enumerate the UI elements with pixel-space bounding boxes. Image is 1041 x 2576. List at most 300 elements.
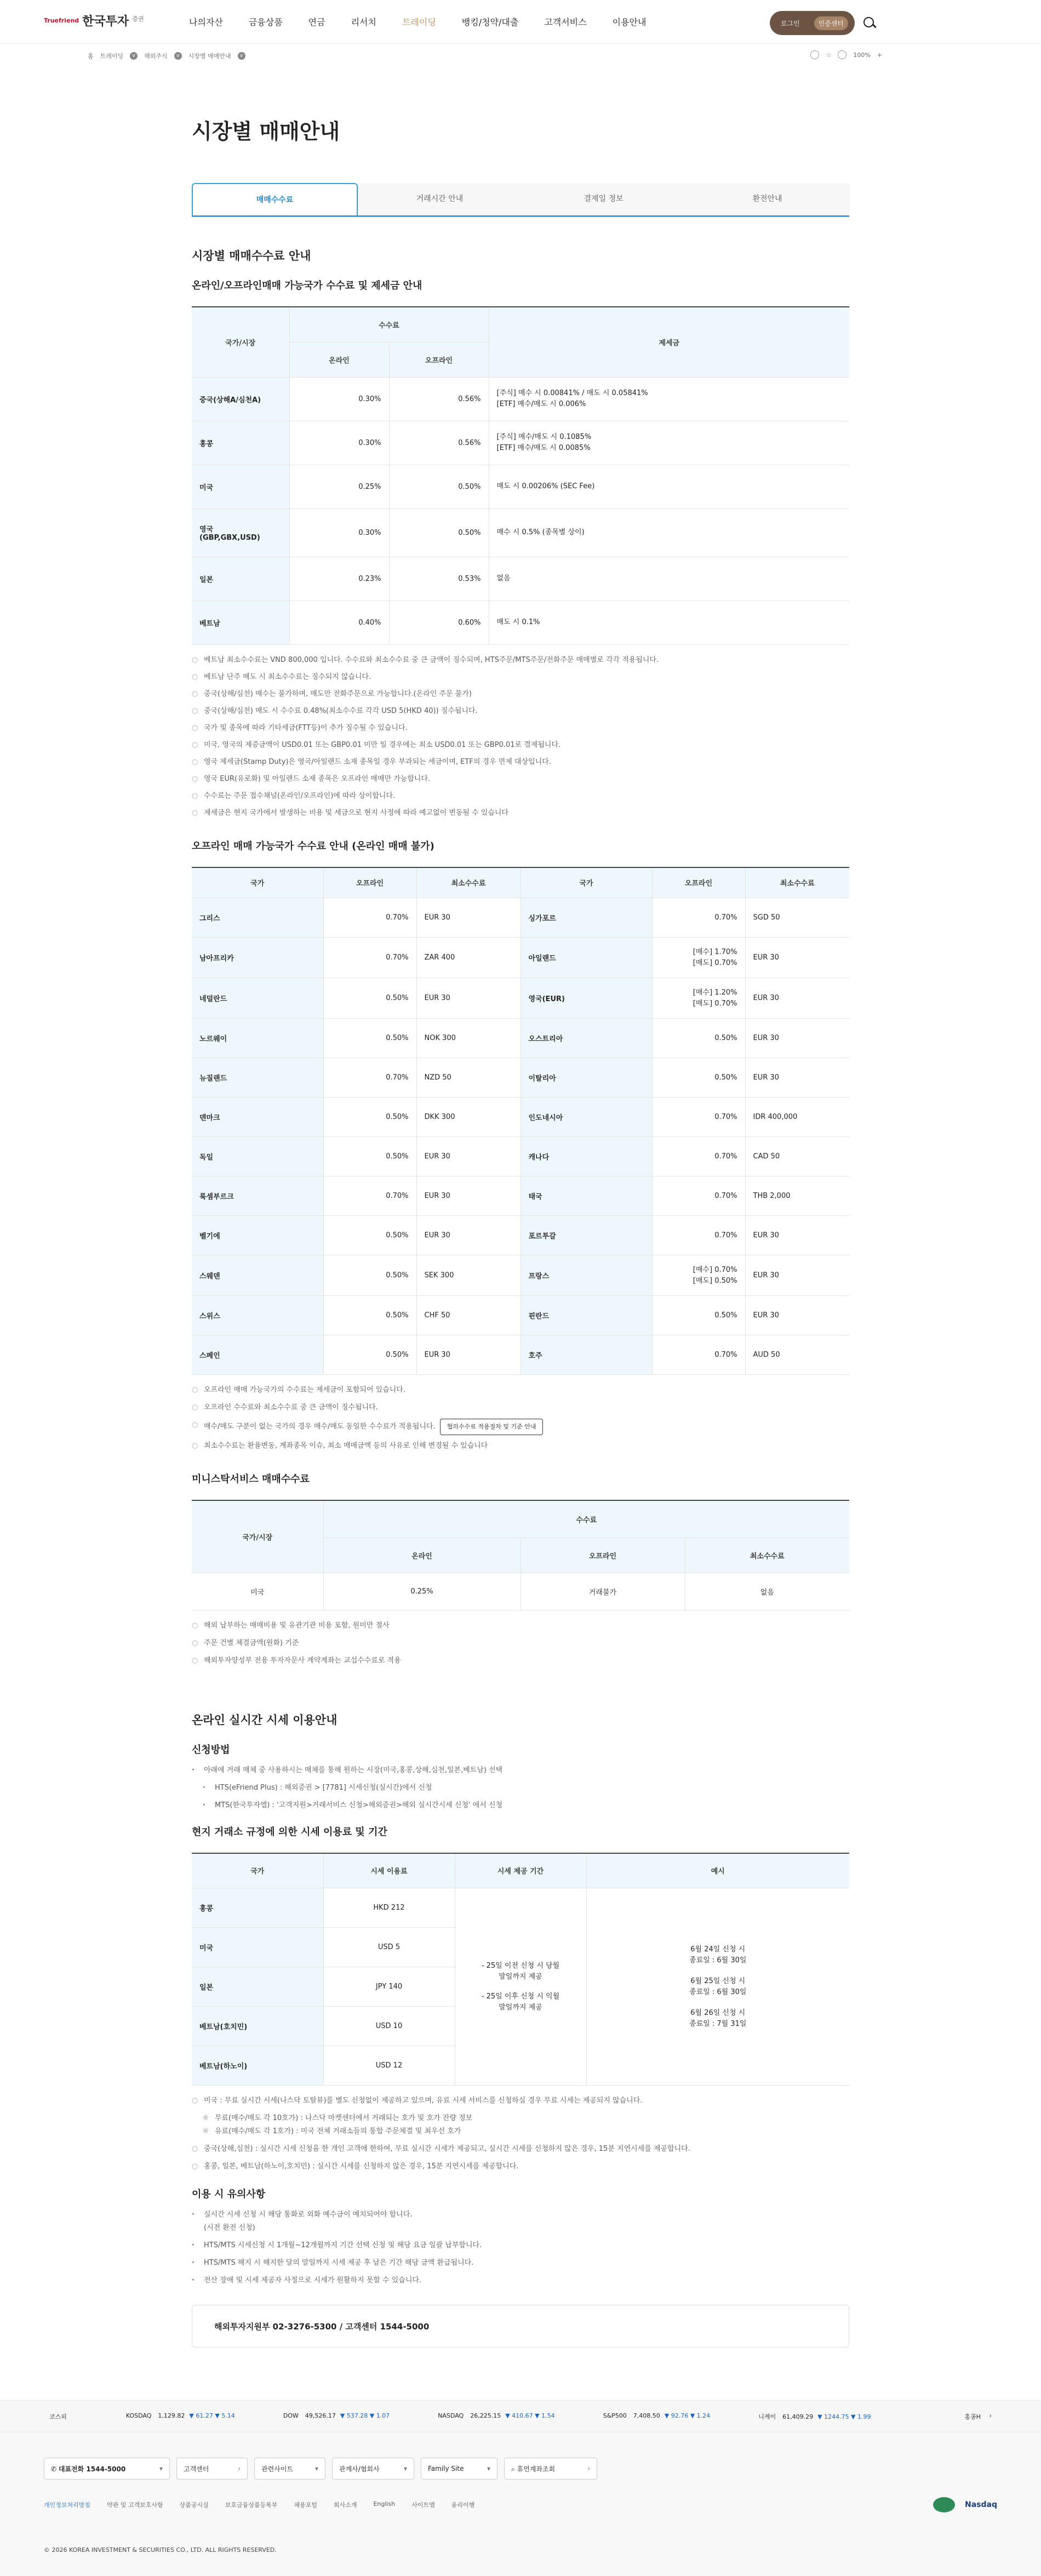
- cell-country: 싱가포르: [520, 898, 652, 938]
- ticker-value: 49,526.17: [305, 2412, 336, 2419]
- cell-min: EUR 30: [745, 1058, 849, 1098]
- affiliates-select[interactable]: 관계사/협회사 ▾: [332, 2458, 414, 2480]
- menu-item-active[interactable]: 트레이딩: [402, 17, 436, 27]
- certification-logo: [933, 2497, 955, 2512]
- star-icon[interactable]: ☆: [826, 51, 832, 59]
- footer-link[interactable]: English: [373, 2500, 396, 2508]
- logo-name: 한국투자: [82, 15, 129, 28]
- cell-offline: 0.50%: [652, 1019, 745, 1058]
- cell-country: 스페인: [192, 1335, 323, 1375]
- chevron-right-icon: ›: [238, 2465, 241, 2472]
- search-icon[interactable]: [862, 16, 877, 30]
- cell-country: 노르웨이: [192, 1019, 323, 1058]
- col-country: 국가: [192, 867, 323, 898]
- cell-min: NZD 50: [416, 1058, 520, 1098]
- footer-link[interactable]: 상품공시실: [179, 2501, 209, 2509]
- cell-offline: 0.56%: [389, 421, 489, 465]
- table-row: [192, 1098, 849, 1137]
- col-fee: 수수료: [289, 307, 489, 342]
- note: ○ 베트남 최소수수료는 VND 800,000 입니다. 수수료와 최소수수료 중 큰 금액이 징수되며, HTS주문/MTS주문/전화주문 매매별로 각각 적용됩니다.: [192, 654, 849, 667]
- cell-min: EUR 30: [416, 1335, 520, 1375]
- apply-list: [192, 1764, 849, 1812]
- table-row: [192, 978, 849, 1019]
- cell-min: IDR 400,000: [745, 1098, 849, 1137]
- tax-line: 매수 시 0.5% (종목별 상이): [496, 528, 585, 536]
- cell-country: 포르투갈: [520, 1216, 652, 1255]
- example-line: 종료일 : 6월 30일: [689, 1956, 747, 1964]
- logo-mark: Truefriend: [44, 17, 79, 24]
- cell-country: 베트남(하노이): [192, 2046, 323, 2086]
- cell-offline: 0.70%: [323, 1176, 416, 1216]
- example-block: [587, 2008, 850, 2030]
- table-row: [192, 1019, 849, 1058]
- cell-min: EUR 30: [416, 1137, 520, 1176]
- zoom-level: 100%: [853, 51, 871, 59]
- tab-settlement[interactable]: 결제일 정보: [584, 195, 624, 203]
- offline-fee-table: [192, 867, 849, 1375]
- cell-country: 오스트리아: [520, 1019, 652, 1058]
- ticker-next-icon[interactable]: ›: [989, 2412, 992, 2419]
- ticker-trail: 홍콩H: [964, 2413, 981, 2420]
- table-row: [192, 1573, 849, 1610]
- cell-min: THB 2,000: [745, 1176, 849, 1216]
- cell-min: CAD 50: [745, 1137, 849, 1176]
- cell-country: 일본: [192, 557, 289, 601]
- ticker-name: 코스피: [49, 2413, 67, 2420]
- footer-logos: [933, 2497, 997, 2512]
- ticker-item[interactable]: [438, 2412, 554, 2421]
- cell-country: 덴마크: [192, 1098, 323, 1137]
- cell-offline: 0.70%: [652, 1098, 745, 1137]
- col-country: 국가/시장: [192, 1500, 323, 1573]
- cell-offline: 0.50%: [389, 509, 489, 557]
- note: ○ 영국 제세금(Stamp Duty)은 영국/아일랜드 소재 종목일 경우 부과되는 세금이며, ETF의 경우 면제 대상입니다.: [192, 756, 849, 769]
- ministock-notes: [192, 1619, 849, 1667]
- cell-country: 핀란드: [520, 1296, 652, 1335]
- col-country: 국가: [192, 1853, 323, 1888]
- cell-min: EUR 30: [745, 1216, 849, 1255]
- cell-country: 홍콩: [192, 1888, 323, 1928]
- fee-procedure-button[interactable]: 협의수수료 적용절차 및 기준 안내: [440, 1419, 544, 1435]
- zoom-icon[interactable]: [838, 50, 846, 59]
- example-line: 종료일 : 6월 30일: [689, 1987, 747, 1996]
- example-line: 6월 24일 신청 시: [690, 1945, 746, 1954]
- table-row: [192, 601, 849, 644]
- cell-country: 스위스: [192, 1296, 323, 1335]
- subsection-title: 신청방법: [192, 1744, 230, 1756]
- cell-min: 없음: [685, 1573, 849, 1610]
- tax-line: 매도 시 0.00206% (SEC Fee): [496, 482, 595, 490]
- page-title: 시장별 매매안내: [192, 119, 340, 144]
- ticker-item[interactable]: [49, 2412, 78, 2421]
- cell-offline: 0.50%: [323, 1137, 416, 1176]
- global-nav: [0, 0, 1041, 44]
- ticker-name: KOSDAQ: [125, 2412, 152, 2419]
- cell-country: 룩셈부르크: [192, 1176, 323, 1216]
- cell-quote-fee: USD 5: [323, 1928, 455, 1967]
- footer-link[interactable]: 회사소개: [333, 2501, 357, 2509]
- family-site-select[interactable]: Family Site ▾: [421, 2458, 497, 2480]
- table-row: [192, 465, 849, 509]
- col-period: 시세 제공 기간: [455, 1853, 586, 1888]
- footer-link[interactable]: 윤리이행: [451, 2501, 475, 2509]
- note: ○ 중국(상해/심천) 매도 시 수수료 0.48%(최소수수료 각각 USD 5(HKD 40)) 징수됩니다.: [192, 705, 849, 718]
- dormant-account-button[interactable]: ⌕ 휴먼계좌조회 ›: [504, 2458, 597, 2480]
- cell-min: DKK 300: [416, 1098, 520, 1137]
- cell-offline: 0.50%: [323, 978, 416, 1019]
- chevron-right-icon: ›: [587, 2465, 590, 2472]
- ministock-table: [192, 1500, 849, 1610]
- cell-online: 0.25%: [323, 1573, 520, 1610]
- ticker-change: ▼ 92.76 ▼ 1.24: [664, 2412, 711, 2419]
- note: ○ 수수료는 주문 접수채널(온라인/오프라인)에 따라 상이합니다.: [192, 790, 849, 803]
- cell-tax: [489, 509, 849, 557]
- table-row: [192, 938, 849, 978]
- quote-fee-table: [192, 1853, 849, 2086]
- note: ○ 주문 건별 체결금액(원화) 기준: [192, 1637, 849, 1650]
- note: ○ 미국 : 무료 실시간 시세(나스닥 토탈뷰)를 별도 신청없이 제공하고 있으며, 유료 시세 서비스를 신청하실 경우 무료 시세는 제공되지 않습니다.: [192, 2094, 849, 2107]
- cell-offline: 0.50%: [323, 1216, 416, 1255]
- ticker-item[interactable]: [283, 2412, 390, 2421]
- footer-link[interactable]: 채용포털: [294, 2501, 317, 2509]
- breadcrumb-item[interactable]: 해외주식: [144, 53, 168, 60]
- cell-min: AUD 50: [745, 1335, 849, 1375]
- cell-country: 미국: [192, 1928, 323, 1967]
- cell-tax: [489, 377, 849, 421]
- market-ticker: [0, 2400, 1041, 2432]
- zoom-in-icon[interactable]: +: [877, 51, 882, 59]
- col-tax: 제세금: [489, 307, 849, 377]
- list-item: · 전산 장애 및 시세 제공자 사정으로 시세가 원활하지 못할 수 있습니다.: [192, 2274, 849, 2287]
- col-min-fee: 최소수수료: [685, 1538, 849, 1573]
- footer-link[interactable]: 사이트맵: [411, 2501, 435, 2509]
- list-item: · HTS/MTS 시세신청 시 1개월~12개월까지 기간 선택 신청 및 해당 요금 일괄 납부합니다.: [192, 2239, 849, 2252]
- copyright: © 2026 KOREA INVESTMENT & SECURITIES CO., LTD. ALL RIGHTS RESERVED.: [44, 2546, 277, 2554]
- cell-quote-fee: HKD 212: [323, 1888, 455, 1928]
- customer-center-select[interactable]: 고객센터 ›: [176, 2458, 248, 2480]
- cell-offline: 0.70%: [652, 1137, 745, 1176]
- tax-line: [ETF] 매수/매도 시 0.0085%: [496, 444, 591, 452]
- table-row: [192, 509, 849, 557]
- ticker-name: DOW: [283, 2412, 299, 2419]
- cell-country: 미국: [192, 465, 289, 509]
- footer: [0, 2432, 1041, 2576]
- table-row: [192, 1137, 849, 1176]
- tab-hours[interactable]: 거래시간 안내: [416, 195, 464, 203]
- footer-link[interactable]: 보호금융상품등록부: [225, 2501, 278, 2509]
- list-item: · HTS/MTS 해지 시 해지한 달의 말일까지 시세 제공 후 남은 기간 해당 금액 환급됩니다.: [192, 2257, 849, 2270]
- cell-offline: 0.70%: [323, 938, 416, 978]
- cell-offline: 0.70%: [652, 1335, 745, 1375]
- cell-example: [586, 1888, 849, 2086]
- ticker-change: ▼ 61.27 ▼ 5.14: [189, 2412, 235, 2419]
- cell-offline: [매수] 1.20% [매도] 0.70%: [652, 978, 745, 1019]
- table-row: [192, 1888, 849, 1928]
- header-actions: [770, 11, 877, 35]
- offline-notes: [192, 1384, 849, 1453]
- cell-country: 태국: [520, 1176, 652, 1216]
- cell-tax: [489, 421, 849, 465]
- cell-online: 0.23%: [289, 557, 389, 601]
- nasdaq-logo: Nasdaq: [965, 2500, 997, 2509]
- note: ※ 무료(매수/매도 각 10호가) : 나스닥 마켓센터에서 거래되는 호가 및 호가 잔량 정보: [203, 2112, 849, 2125]
- col-quote-fee: 시세 이용료: [323, 1853, 455, 1888]
- note: ○ 오프라인 수수료와 최소수수료 중 큰 금액이 징수됩니다.: [192, 1401, 849, 1414]
- cell-quote-fee: USD 12: [323, 2046, 455, 2086]
- ticker-name: NASDAQ: [438, 2412, 464, 2419]
- note: ○ 오프라인 매매 가능국가의 수수료는 제세금이 포함되어 있습니다.: [192, 1384, 849, 1397]
- cell-min: EUR 30: [745, 1019, 849, 1058]
- col-offline: 오프라인: [652, 867, 745, 898]
- note: ○ 베트남 단주 매도 시 최소수수료는 징수되지 않습니다.: [192, 671, 849, 684]
- footer-selects: [44, 2458, 597, 2480]
- table-row: [192, 1255, 849, 1296]
- ticker-change: ▼ 410.67 ▼ 1.54: [505, 2412, 555, 2419]
- cell-country: 중국(상해A/심천A): [192, 377, 289, 421]
- subsection-title: 현지 거래소 규정에 의한 시세 이용료 및 기간: [192, 1826, 387, 1838]
- cell-country: 일본: [192, 1967, 323, 2007]
- footer-links: [44, 2500, 474, 2509]
- tax-line: [주식] 매수 시 0.00841% / 매도 시 0.05841%: [496, 389, 648, 397]
- cell-country: 미국: [192, 1573, 323, 1610]
- note: ○ 미국, 영국의 제증금액이 USD0.01 또는 GBP0.01 미만 일 경우에는 최소 USD0.01 또는 GBP0.01로 결제됩니다.: [192, 739, 849, 752]
- footer-link[interactable]: 약관 및 고객보호사항: [107, 2501, 163, 2509]
- note: ○ 국가 및 종목에 따라 기타세금(FTT등)이 추가 징수될 수 있습니다.: [192, 722, 849, 735]
- cell-period: [455, 1888, 586, 2086]
- main-menu: [189, 15, 646, 28]
- note: ○ 중국(상해/심천) 매수는 불가하며, 매도만 전화주문으로 가능합니다.(온라인 주문 불가): [192, 688, 849, 701]
- cell-min: EUR 30: [416, 978, 520, 1019]
- cell-offline: 거래불가: [520, 1573, 685, 1610]
- cell-offline: 0.70%: [652, 1176, 745, 1216]
- table-row: [192, 1335, 849, 1375]
- cell-offline: 0.70%: [652, 898, 745, 938]
- cell-tax: [489, 601, 849, 644]
- cell-country: 벨기에: [192, 1216, 323, 1255]
- menu-item[interactable]: 나의자산: [189, 17, 223, 27]
- login-button[interactable]: 로그인: [780, 19, 800, 27]
- content: [192, 115, 849, 2347]
- menu-item[interactable]: 고객서비스: [544, 17, 587, 27]
- chevron-down-icon[interactable]: v: [174, 52, 182, 60]
- home-icon[interactable]: 홈: [88, 53, 94, 60]
- cell-country: 영국 (GBP,GBX,USD): [192, 509, 289, 557]
- chevron-down-icon: ▾: [314, 2465, 318, 2472]
- subsection-title: 온라인/오프라인매매 가능국가 수수료 및 제세금 안내: [192, 280, 422, 292]
- ticker-change: ▼ 537.28 ▼ 1.07: [340, 2412, 390, 2419]
- cell-offline: 0.70%: [323, 1058, 416, 1098]
- cell-offline: 0.50%: [323, 1255, 416, 1296]
- related-sites-select[interactable]: 관련사이트 ▾: [254, 2458, 325, 2480]
- section-title: 시장별 매매수수료 안내: [192, 249, 311, 262]
- cell-country: 인도네시아: [520, 1098, 652, 1137]
- note-text: 매수/매도 구분이 없는 국가의 경우 매수/매도 동일한 수수료가 적용됩니다.: [204, 1423, 436, 1431]
- cell-online: 0.30%: [289, 509, 389, 557]
- note: ○ 해외투자양성부 전용 투자자문사 계약계좌는 교섭수수료로 적용: [192, 1654, 849, 1667]
- cell-min: EUR 30: [745, 938, 849, 978]
- cell-offline: [매수] 0.70% [매도] 0.50%: [652, 1255, 745, 1296]
- col-offline: 오프라인: [520, 1538, 685, 1573]
- cell-country: 홍콩: [192, 421, 289, 465]
- cell-online: 0.25%: [289, 465, 389, 509]
- note: [192, 1419, 849, 1435]
- col-country: 국가: [520, 867, 652, 898]
- cell-offline: 0.50%: [652, 1296, 745, 1335]
- cell-min: EUR 30: [416, 1216, 520, 1255]
- col-fee: 수수료: [323, 1500, 849, 1538]
- list-item: · MTS(한국투자앱) : '고객지원>거래서비스 신청>해외증권>해외 실시간시세 신청' 에서 신청: [203, 1799, 849, 1812]
- cell-offline: 0.50%: [652, 1058, 745, 1098]
- cell-offline: 0.50%: [323, 1335, 416, 1375]
- table-row: [192, 1296, 849, 1335]
- cell-country: 아일랜드: [520, 938, 652, 978]
- subsection-title: 미니스탁서비스 매매수수료: [192, 1473, 310, 1485]
- table-row: [192, 898, 849, 938]
- cell-min: EUR 30: [745, 1255, 849, 1296]
- cell-country: 남아프리카: [192, 938, 323, 978]
- cell-min: EUR 30: [745, 1296, 849, 1335]
- cell-offline: 0.50%: [323, 1296, 416, 1335]
- note: ※ 유료(매수/매도 각 1호가) : 미국 전체 거래소들의 통합 주문체결 및 최우선 호가: [203, 2125, 849, 2138]
- breadcrumb-item[interactable]: 시장별 매매안내: [188, 53, 231, 60]
- list-item: · 아래에 거래 매체 중 사용하시는 매체를 통해 원하는 시장(미국,홍콩,상해,심천,일본,베트남) 선택: [192, 1764, 849, 1777]
- fee-table: [192, 306, 849, 645]
- col-country: 국가/시장: [192, 307, 289, 377]
- phone-select[interactable]: ✆ 대표전화 1544-5000 ▾: [44, 2458, 170, 2480]
- chevron-down-icon: ▾: [159, 2465, 163, 2472]
- example-line: 6월 25일 신청 시: [690, 1977, 746, 1985]
- cell-tax: [489, 557, 849, 601]
- table-row: [192, 557, 849, 601]
- breadcrumb: [0, 44, 1041, 68]
- settings-icon[interactable]: [810, 50, 819, 59]
- cell-country: 캐나다: [520, 1137, 652, 1176]
- cell-online: 0.40%: [289, 601, 389, 644]
- cell-min: EUR 30: [416, 898, 520, 938]
- cell-country: 영국(EUR): [520, 978, 652, 1019]
- example-block: [587, 1976, 850, 1998]
- tab-fee[interactable]: 매매수수료: [192, 183, 358, 215]
- ticker-item[interactable]: [603, 2412, 711, 2421]
- ticker-name: 니케이: [758, 2413, 776, 2420]
- cell-min: NOK 300: [416, 1019, 520, 1058]
- ticker-value: 7,408.50: [633, 2412, 660, 2419]
- menu-item[interactable]: 금융상품: [248, 17, 283, 27]
- ticker-value: 26,225.15: [470, 2412, 501, 2419]
- cell-min: ZAR 400: [416, 938, 520, 978]
- cell-country: 네덜란드: [192, 978, 323, 1019]
- tab-bar: [192, 183, 849, 217]
- menu-item[interactable]: 뱅킹/청약/대출: [461, 17, 519, 27]
- menu-item[interactable]: 이용안내: [612, 17, 647, 27]
- col-min-fee: 최소수수료: [416, 867, 520, 898]
- cell-offline: 0.50%: [323, 1098, 416, 1137]
- phone-icon: ✆: [51, 2465, 59, 2473]
- ticker-change: ▼ 1244.75 ▼ 1.99: [817, 2413, 871, 2420]
- cell-offline: 0.70%: [652, 1216, 745, 1255]
- cell-quote-fee: USD 10: [323, 2007, 455, 2046]
- table-row: [192, 1058, 849, 1098]
- cell-offline: 0.70%: [323, 898, 416, 938]
- example-block: [587, 1944, 850, 1966]
- ticker-item[interactable]: [126, 2412, 235, 2421]
- chevron-down-icon: ▾: [403, 2465, 407, 2472]
- cell-min: EUR 30: [416, 1176, 520, 1216]
- period-line: - 25일 이후 신청 시 익월 말일까지 제공: [481, 1992, 560, 2012]
- fee-notes: [192, 654, 849, 820]
- ticker-value: 1,129.82: [158, 2412, 185, 2419]
- cert-center-button[interactable]: 인증센터: [814, 16, 848, 30]
- note: ○ 제세금은 현지 국가에서 발생하는 비용 및 세금으로 현지 사정에 따라 예고없이 변동될 수 있습니다: [192, 807, 849, 820]
- cell-country: 뉴질랜드: [192, 1058, 323, 1098]
- logo[interactable]: [44, 12, 144, 29]
- example-line: 6월 26일 신청 시: [690, 2008, 746, 2017]
- cell-country: 이탈리아: [520, 1058, 652, 1098]
- ticker-value: 61,409.29: [782, 2413, 814, 2420]
- table-row: [192, 1216, 849, 1255]
- cell-country: 호주: [520, 1335, 652, 1375]
- menu-item[interactable]: 리서치: [351, 17, 376, 27]
- cell-min: EUR 30: [745, 978, 849, 1019]
- cell-country: 프랑스: [520, 1255, 652, 1296]
- col-online: 온라인: [323, 1538, 520, 1573]
- chevron-down-icon[interactable]: v: [238, 52, 245, 60]
- cell-country: 베트남: [192, 601, 289, 644]
- auth-pill: [770, 11, 855, 35]
- cell-min: CHF 50: [416, 1296, 520, 1335]
- tax-line: [주식] 매수/매도 시 0.1085%: [496, 433, 592, 441]
- logo-sub: 증권: [132, 15, 144, 22]
- cell-online: 0.30%: [289, 377, 389, 421]
- cell-country: 스웨덴: [192, 1255, 323, 1296]
- tax-line: [ETF] 매수/매도 시 0.006%: [496, 400, 586, 408]
- cell-offline: 0.56%: [389, 377, 489, 421]
- period-line: - 25일 이전 신청 시 당월 말일까지 제공: [481, 1961, 560, 1981]
- cell-country: 독일: [192, 1137, 323, 1176]
- chevron-down-icon[interactable]: v: [130, 52, 138, 60]
- table-row: [192, 421, 849, 465]
- col-online: 온라인: [289, 342, 389, 377]
- table-row: [192, 1176, 849, 1216]
- list-item: · 실시간 시세 신청 시 해당 통화로 외화 예수금이 예치되어야 합니다. (시전 환전 신청): [192, 2208, 849, 2235]
- contact-box: 해외투자지원부 02-3276-5300 / 고객센터 1544-5000: [192, 2305, 849, 2347]
- cell-offline: 0.50%: [389, 465, 489, 509]
- cell-offline: 0.53%: [389, 557, 489, 601]
- menu-item[interactable]: 연금: [308, 17, 325, 27]
- ticker-name: S&P500: [603, 2412, 627, 2419]
- cell-offline: 0.60%: [389, 601, 489, 644]
- col-offline: 오프라인: [389, 342, 489, 377]
- quote-notes: [192, 2094, 849, 2173]
- footer-link[interactable]: 개인정보처리방침: [44, 2501, 91, 2509]
- tax-line: 매도 시 0.1%: [496, 618, 540, 626]
- note: ○ 홍콩, 일본, 베트남(하노이,호치민) : 실시간 시세를 신청하지 않은 경우, 15분 지연시세를 제공합니다.: [192, 2160, 849, 2173]
- ticker-item[interactable]: [758, 2412, 871, 2421]
- cell-country: 베트남(호치민): [192, 2007, 323, 2046]
- subsection-title: 오프라인 매매 가능국가 수수료 안내 (온라인 매매 불가): [192, 840, 434, 852]
- note: ○ 영국 EUR(유로화) 및 아일랜드 소재 종목은 오프라인 매매만 가능합니다.: [192, 773, 849, 786]
- subsection-title: 이용 시 유의사항: [192, 2189, 266, 2200]
- tab-exchange[interactable]: 환전안내: [752, 195, 782, 203]
- col-min-fee: 최소수수료: [745, 867, 849, 898]
- tax-line: 없음: [496, 574, 511, 582]
- breadcrumb-item[interactable]: 트레이딩: [100, 53, 124, 60]
- note: ○ 최소수수료는 환율변동, 계좌종목 이슈, 최소 매매금액 등의 사유로 인해 변경될 수 있습니다: [192, 1440, 849, 1453]
- note: ○ 해외 납부하는 매매비용 및 유관기관 비용 포함, 원미만 절사: [192, 1619, 849, 1632]
- table-row: [192, 377, 849, 421]
- chevron-down-icon: ▾: [487, 2465, 490, 2472]
- note: ○ 중국(상해,심천) : 실시간 시세 신청을 한 개인 고객에 한하여, 무료 실시간 시세가 제공되고, 실시간 시세를 신청하지 않은 경우, 15분 지연시세를 제공합니다.: [192, 2143, 849, 2156]
